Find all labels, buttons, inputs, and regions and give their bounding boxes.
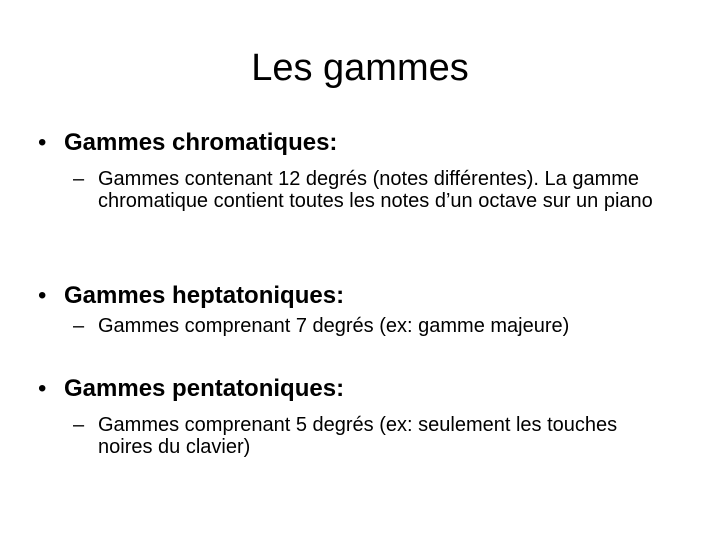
sub-item-text: Gammes comprenant 7 degrés (ex: gamme majeure)	[98, 315, 570, 337]
sub-item-text: Gammes contenant 12 degrés (notes différentes). La gamme chromatique contient toutes les notes d’un octave sur un piano	[98, 168, 653, 212]
sub-item-pentatonic	[73, 414, 673, 458]
bullet-item-chromatic	[38, 128, 337, 158]
sub-item-heptatonic	[73, 315, 673, 337]
dash-glyph: –	[73, 168, 85, 190]
bullet-glyph: •	[38, 129, 47, 156]
dash-glyph: –	[73, 315, 85, 337]
bullet-item-heptatonic	[38, 281, 344, 311]
dash-glyph: –	[73, 414, 85, 436]
bullet-heading: Gammes heptatoniques:	[64, 282, 345, 309]
bullet-heading: Gammes pentatoniques:	[64, 375, 345, 402]
bullet-glyph: •	[38, 375, 47, 402]
slide-title: Les gammes	[251, 47, 469, 89]
sub-item-text: Gammes comprenant 5 degrés (ex: seulement les touches noires du clavier)	[98, 414, 618, 458]
bullet-glyph: •	[38, 282, 47, 309]
bullet-item-pentatonic	[38, 374, 344, 404]
bullet-heading: Gammes chromatiques:	[64, 129, 338, 156]
sub-item-chromatic	[73, 168, 673, 212]
